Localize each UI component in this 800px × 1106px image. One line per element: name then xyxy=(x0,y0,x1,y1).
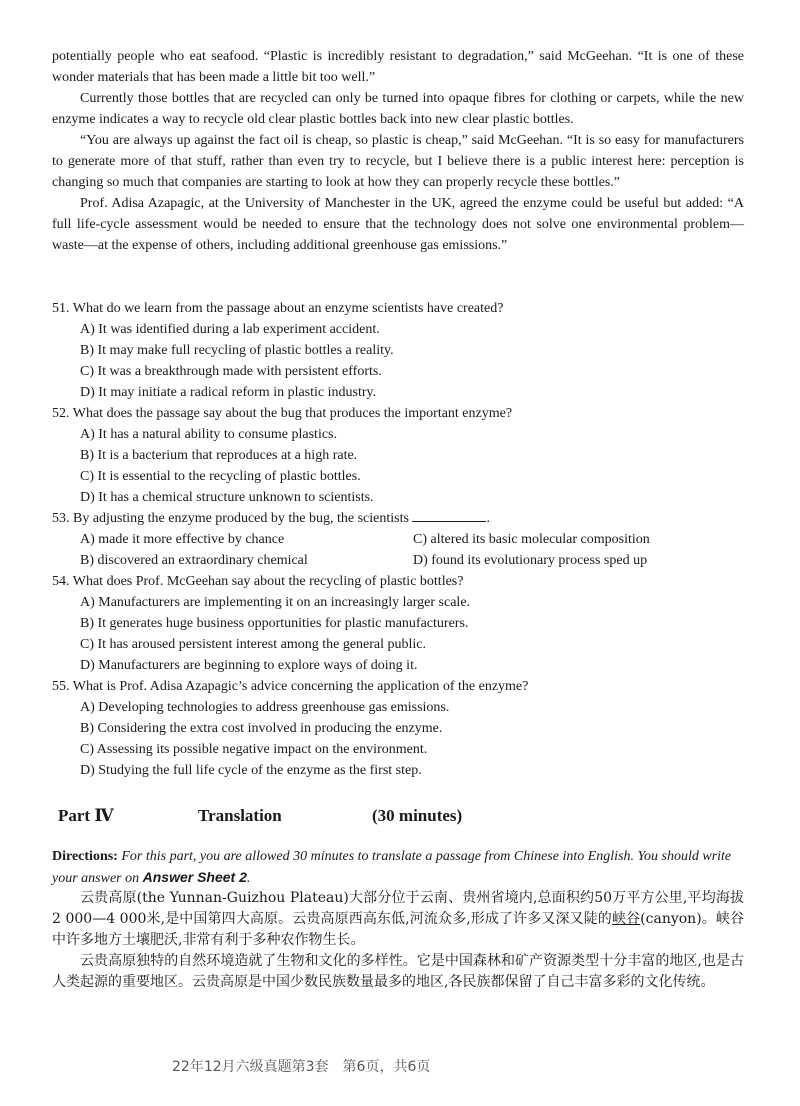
option-a: A) made it more effective by chance xyxy=(80,532,285,547)
option-b: B) Considering the extra cost involved in producing the enzyme. xyxy=(80,721,443,736)
passage-paragraph: “You are always up against the fact oil is cheap, so plastic is cheap,” said McGeehan. “It is so easy for manufacturers to generate more of that stuff, rather than even try to recycle, but I believe there is a public interest here: perception is changing so much that companies are starting to look at how they can properly recycle these bottles.” xyxy=(52,133,744,190)
question-stem-text: 53. By adjusting the enzyme produced by the bug, the scientists xyxy=(52,511,409,526)
reading-passage xyxy=(52,46,744,256)
question-54 xyxy=(52,571,744,676)
option-a: A) It has a natural ability to consume plastics. xyxy=(80,427,337,442)
translation-passage xyxy=(52,888,744,993)
option-c: C) altered its basic molecular composition xyxy=(413,532,650,547)
passage-paragraph: Currently those bottles that are recycled can only be turned into opaque fibres for clothing or carpets, while the new enzyme indicates a way to recycle old clear plastic bottles back into new clear plastic bottles. xyxy=(52,91,744,127)
chinese-paragraph: 云贵高原独特的自然环境造就了生物和文化的多样性。它是中国森林和矿产资源类型十分丰富的地区,也是古人类起源的重要地区。云贵高原是中国少数民族数量最多的地区,各民族都保留了自己丰富多彩的文化传统。 xyxy=(52,953,744,990)
answer-sheet-ref: Answer Sheet 2 xyxy=(142,869,247,885)
question-stem: 52. What does the passage say about the bug that produces the important enzyme? xyxy=(52,406,513,421)
question-list xyxy=(52,298,744,781)
part-time: (30 minutes) xyxy=(372,806,463,825)
option-a: A) It was identified during a lab experiment accident. xyxy=(80,322,380,337)
passage-paragraph: potentially people who eat seafood. “Plastic is incredibly resistant to degradation,” said McGeehan. “It is one of these wonder materials that has been made a little bit too well.” xyxy=(52,49,744,85)
passage-paragraph: Prof. Adisa Azapagic, at the University of Manchester in the UK, agreed the enzyme could be useful but added: “A full life-cycle assessment would be needed to ensure that the technology does not solve one environmental problem—waste—at the expense of others, including additional greenhouse gas emissions.” xyxy=(52,196,744,253)
question-stem: 54. What does Prof. McGeehan say about the recycling of plastic bottles? xyxy=(52,574,464,589)
option-c: C) Assessing its possible negative impact on the environment. xyxy=(80,742,428,757)
part-label: Part Ⅳ xyxy=(58,806,114,825)
answer-blank xyxy=(412,509,486,522)
question-stem: 51. What do we learn from the passage about an enzyme scientists have created? xyxy=(52,301,504,316)
option-d: D) Manufacturers are beginning to explore ways of doing it. xyxy=(80,658,418,673)
option-row xyxy=(80,550,744,571)
option-b: B) It is a bacterium that reproduces at a high rate. xyxy=(80,448,358,463)
option-d: D) found its evolutionary process sped up xyxy=(413,553,648,568)
option-b: B) It generates huge business opportunities for plastic manufacturers. xyxy=(80,616,469,631)
page-footer: 22年12月六级真题第3套 第6页，共6页 xyxy=(172,1059,431,1075)
question-stem: 55. What is Prof. Adisa Azapagic’s advice concerning the application of the enzyme? xyxy=(52,679,529,694)
part-heading xyxy=(58,806,658,832)
stem-period: . xyxy=(486,511,490,526)
option-a: A) Developing technologies to address greenhouse gas emissions. xyxy=(80,700,450,715)
chinese-paragraph xyxy=(52,888,744,951)
option-a: A) Manufacturers are implementing it on an increasingly larger scale. xyxy=(80,595,471,610)
question-51 xyxy=(52,298,744,403)
option-c: C) It was a breakthrough made with persistent efforts. xyxy=(80,364,382,379)
option-d: D) It has a chemical structure unknown to scientists. xyxy=(80,490,374,505)
directions-label: Directions: xyxy=(52,849,118,864)
question-53 xyxy=(52,508,744,571)
question-55 xyxy=(52,676,744,781)
question-52 xyxy=(52,403,744,508)
directions-end: . xyxy=(246,871,251,886)
option-b: B) It may make full recycling of plastic bottles a reality. xyxy=(80,343,394,358)
part-title: Translation xyxy=(198,806,282,825)
chinese-text: 云贵高原(the Yunnan-Guizhou Plateau)大部分位于云南、贵州省境内,总面积约50万平方公里,平均海拔2 000—4 000米,是中国第四大高原。云贵高原西高东低,河流众多,形成了许多又深又陡的 xyxy=(52,890,744,927)
chinese-text: (canyon)。峡谷中许多地方土壤肥沃,非常有利于多种农作物生长。 xyxy=(52,911,745,948)
option-c: C) It is essential to the recycling of plastic bottles. xyxy=(80,469,361,484)
directions xyxy=(52,846,744,889)
directions-text: For this part, you are allowed 30 minutes to translate a passage from Chinese into English. You should write your answer on xyxy=(52,849,732,886)
option-d: D) Studying the full life cycle of the enzyme as the first step. xyxy=(80,763,422,778)
option-b: B) discovered an extraordinary chemical xyxy=(80,553,308,568)
option-row xyxy=(80,529,744,550)
option-c: C) It has aroused persistent interest among the general public. xyxy=(80,637,427,652)
underlined-term: 峡谷 xyxy=(611,911,641,927)
question-stem xyxy=(52,508,744,529)
option-d: D) It may initiate a radical reform in plastic industry. xyxy=(80,385,377,400)
